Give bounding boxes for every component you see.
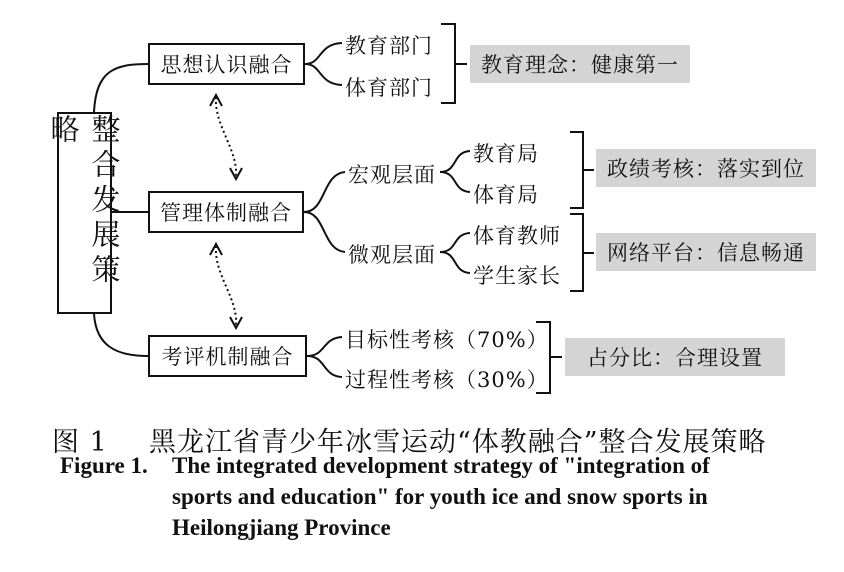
leaf-target-assessment: 目标性考核（70%） xyxy=(345,328,549,352)
branch-1-up xyxy=(305,43,342,64)
dotted-arrow-1-head-top xyxy=(210,95,222,106)
note-network-platform: 网络平台：信息畅通 xyxy=(596,233,816,271)
bracket-2a xyxy=(570,132,594,208)
dotted-arrow-2 xyxy=(216,246,236,325)
caption-english-prefix: Figure 1. xyxy=(60,453,148,478)
branch-3-up xyxy=(307,337,342,356)
node-evaluation-integration: 考评机制融合 xyxy=(148,335,307,377)
bracket-1 xyxy=(441,24,467,103)
branch-2-down xyxy=(304,212,345,252)
root-curve-bottom xyxy=(94,314,148,356)
branch-2a-up xyxy=(440,151,470,172)
leaf-sports-dept: 体育部门 xyxy=(345,76,433,100)
branch-2b-down xyxy=(440,252,470,273)
caption-chinese-prefix: 图 1 xyxy=(52,427,108,458)
root-curve-top xyxy=(94,64,148,112)
caption-english-line1: The integrated development strategy of "integration of xyxy=(172,453,710,478)
dotted-arrow-1 xyxy=(216,97,236,176)
bracket-2b xyxy=(570,214,594,291)
leaf-process-assessment: 过程性考核（30%） xyxy=(345,368,549,392)
leaf-sports-bureau: 体育局 xyxy=(473,183,539,207)
branch-1-down xyxy=(305,64,342,85)
dotted-arrow-2-head-top xyxy=(210,244,222,255)
leaf-students-parents: 学生家长 xyxy=(473,264,561,288)
note-health-first: 教育理念：健康第一 xyxy=(470,45,690,83)
node-thought-integration: 思想认识融合 xyxy=(148,43,305,85)
leaf-education-dept: 教育部门 xyxy=(345,34,433,58)
note-performance-review: 政绩考核：落实到位 xyxy=(596,149,816,187)
caption-english-line3: Heilongjiang Province xyxy=(172,515,391,540)
caption-english-line2: sports and education" for youth ice and snow sports in xyxy=(172,484,708,509)
root-box: 整合发展策略 xyxy=(57,112,112,314)
macro-level: 宏观层面 xyxy=(348,163,436,187)
note-proportion: 占分比：合理设置 xyxy=(565,338,785,376)
caption-chinese-text: 黑龙江省青少年冰雪运动“体教融合”整合发展策略 xyxy=(148,427,767,458)
micro-level: 微观层面 xyxy=(348,243,436,267)
branch-3-down xyxy=(307,356,342,377)
branch-2b-up xyxy=(440,233,470,252)
leaf-pe-teacher: 体育教师 xyxy=(473,224,561,248)
branch-2-up xyxy=(304,172,345,212)
branch-2a-down xyxy=(440,172,470,192)
node-management-integration: 管理体制融合 xyxy=(148,191,304,233)
leaf-education-bureau: 教育局 xyxy=(473,142,539,166)
